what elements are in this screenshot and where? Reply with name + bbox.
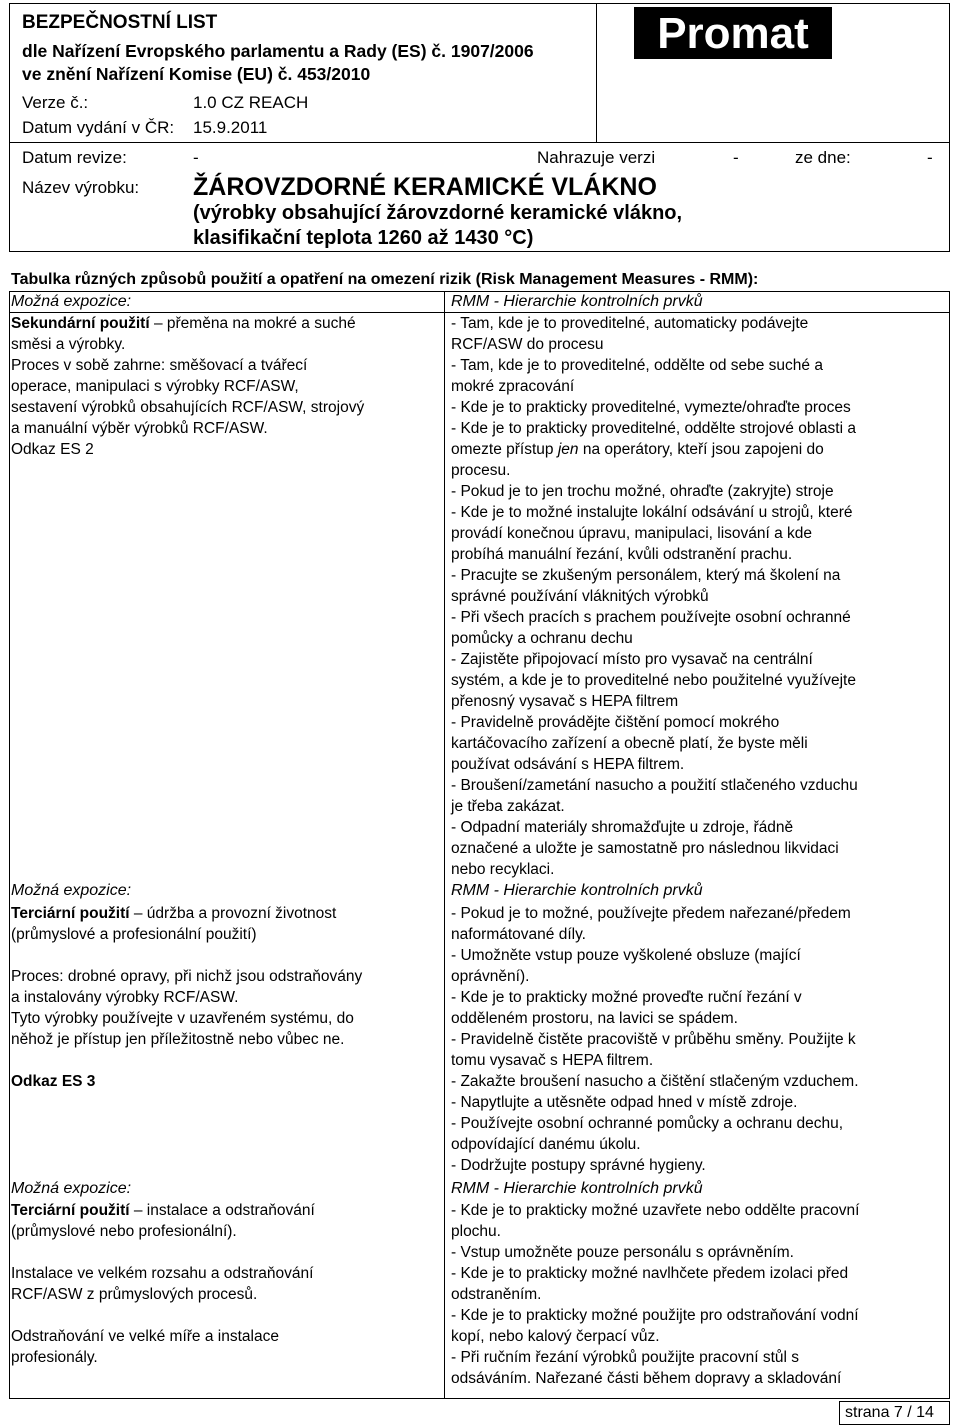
use-line <box>11 903 362 924</box>
use-line <box>11 376 364 397</box>
rmm-line: - Zakažte broušení nasucho a čištění stlačeným vzduchem. <box>451 1073 859 1090</box>
replaces-label: Nahrazuje verzi <box>537 148 656 167</box>
rmm-line: omezte přístup jen na operátory, kteří jsou zapojeni do <box>451 441 824 458</box>
use-text: a manuální výběr výrobků RCF/ASW. <box>11 420 268 437</box>
use-line <box>11 987 362 1008</box>
rmm-heading: RMM - Hierarchie kontrolních prvků <box>451 293 703 310</box>
rmm-line: kartáčovacího zařízení a obecně platí, že byste měli <box>451 735 808 752</box>
rmm-list <box>451 903 859 1176</box>
version-label: Verze č.: <box>22 93 89 112</box>
header-divider <box>596 3 597 143</box>
regulation-line: dle Nařízení Evropského parlamentu a Rady (ES) č. 1907/2006 <box>22 41 534 61</box>
version-value: 1.0 CZ REACH <box>193 93 309 112</box>
rmm-line: - Zajistěte připojovací místo pro vysavač na centrální <box>451 651 813 668</box>
regulation-line: ve znění Nařízení Komise (EU) č. 453/2010 <box>22 64 371 84</box>
rmm-line: - Používejte osobní ochranné pomůcky a ochranu dechu, <box>451 1115 844 1132</box>
product-subtitle: (výrobky obsahující žárovzdorné keramické vlákno, <box>193 202 683 224</box>
rmm-line: - Kde je to prakticky možné uzavřete nebo oddělte pracovní <box>451 1202 860 1219</box>
rmm-line: nebo recyklaci. <box>451 861 555 878</box>
rmm-line: - Kde je to možné instalujte lokální odsávání u strojů, které <box>451 504 853 521</box>
use-text: Proces: drobné opravy, při nichž jsou odstraňovány <box>11 968 363 985</box>
logo-text: Promat <box>657 9 809 58</box>
rmm-line: - Kde je to prakticky možné použijte pro odstraňování vodní <box>451 1307 859 1324</box>
use-line <box>11 355 364 376</box>
exposure-heading: Možná expozice: <box>11 293 132 310</box>
use-text: – instalace a odstraňování <box>129 1202 315 1219</box>
rmm-line: probíhá manuální řezání, kvůli odstranění prachu. <box>451 546 793 563</box>
rmm-line: přenosný vysavač s HEPA filtrem <box>451 693 679 710</box>
from-date-value: - <box>927 148 933 167</box>
rmm-line: provádí konečnou úpravu, manipulaci, lisování a kde <box>451 525 813 542</box>
rmm-line: - Kde je to prakticky proveditelné, vymezte/ohraďte proces <box>451 399 851 416</box>
rmm-line: - Napytlujte a utěsněte odpad hned v místě zdroje. <box>451 1094 798 1111</box>
product-label: Název výrobku: <box>22 178 140 197</box>
rmm-line: správné používání vláknitých výrobků <box>451 588 709 605</box>
use-text: Instalace ve velkém rozsahu a odstraňování <box>11 1265 314 1282</box>
use-line <box>11 397 364 418</box>
rmm-line: systém, a kde je to proveditelné nebo použitelné využívejte <box>451 672 856 689</box>
use-text: a instalovány výrobky RCF/ASW. <box>11 989 239 1006</box>
rmm-heading: RMM - Hierarchie kontrolních prvků <box>451 882 703 899</box>
rmm-line: - Při všech pracích s prachem používejte osobní ochranné <box>451 609 851 626</box>
header-divider <box>9 142 950 143</box>
use-text: Tyto výrobky používejte v uzavřeném systému, do <box>11 1010 354 1027</box>
promat-logo <box>634 7 832 59</box>
rmm-line: - Pravidelně provádějte čištění pomocí mokrého <box>451 714 780 731</box>
use-line <box>11 1284 315 1305</box>
use-line <box>11 1008 362 1029</box>
rmm-line: RCF/ASW do procesu <box>451 336 604 353</box>
use-text: profesionály. <box>11 1349 98 1366</box>
rmm-line: označené a uložte je samostatně pro následnou likvidaci <box>451 840 839 857</box>
product-name: ŽÁROVZDORNÉ KERAMICKÉ VLÁKNO <box>193 173 657 201</box>
rmm-line: - Vstup umožněte pouze personálu s oprávněním. <box>451 1244 794 1261</box>
rmm-line: procesu. <box>451 462 511 479</box>
rmm-line: naformátované díly. <box>451 926 586 943</box>
rmm-line: odstraněním. <box>451 1286 542 1303</box>
rmm-line: - Kde je to prakticky možné navlhčete předem izolaci před <box>451 1265 849 1282</box>
document-title: BEZPEČNOSTNÍ LIST <box>22 12 218 33</box>
use-text: něhož je přístup jen příležitostně nebo vůbec ne. <box>11 1031 345 1048</box>
table-rule <box>9 1398 950 1399</box>
use-line <box>11 924 362 945</box>
use-type: Odkaz ES 3 <box>11 1073 96 1090</box>
rmm-line: - Tam, kde je to proveditelné, automaticky podávejte <box>451 315 809 332</box>
use-line <box>11 1029 362 1050</box>
rmm-line: - Kde je to prakticky proveditelné, oddělte strojové oblasti a <box>451 420 856 437</box>
table-rule <box>949 291 950 1399</box>
rmm-line: - Dodržujte postupy správné hygieny. <box>451 1157 706 1174</box>
rmm-line: - Při ručním řezání výrobků použijte pracovní stůl s <box>451 1349 800 1366</box>
rmm-line: mokré zpracování <box>451 378 575 395</box>
page-number: strana 7 / 14 <box>845 1404 934 1421</box>
use-line <box>11 945 362 966</box>
rmm-line: - Pracujte se zkušeným personálem, který má školení na <box>451 567 841 584</box>
use-line <box>11 1221 315 1242</box>
rmm-line: tomu vysavač s HEPA filtrem. <box>451 1052 654 1069</box>
issue-date-label: Datum vydání v ČR: <box>22 118 175 137</box>
replaces-value: - <box>733 148 739 167</box>
revision-value: - <box>193 148 199 167</box>
use-line <box>11 1326 315 1347</box>
use-type: Terciární použití <box>11 1202 130 1219</box>
use-line <box>11 966 362 987</box>
rmm-line: plochu. <box>451 1223 501 1240</box>
use-text: – přeměna na mokré a suché <box>149 315 356 332</box>
rmm-line: pomůcky a ochranu dechu <box>451 630 633 647</box>
use-line <box>11 1305 315 1326</box>
rmm-line: odsáváním. Nařezané části během dopravy a skladování <box>451 1370 842 1387</box>
rmm-line: odpovídající danému úkolu. <box>451 1136 641 1153</box>
rmm-line: - Umožněte vstup pouze vyškolené obsluze (mající <box>451 947 801 964</box>
use-text: RCF/ASW z průmyslových procesů. <box>11 1286 258 1303</box>
table-rule <box>9 291 10 1399</box>
table-rule <box>444 291 445 1399</box>
use-line <box>11 1071 362 1092</box>
product-subtitle: klasifikační teplota 1260 až 1430 °C) <box>193 227 534 249</box>
table-caption: Tabulka různých způsobů použití a opatření na omezení rizik (Risk Management Measures - RMM): <box>11 271 759 288</box>
use-line <box>11 1347 315 1368</box>
use-line <box>11 1263 315 1284</box>
use-text: Odstraňování ve velké míře a instalace <box>11 1328 279 1345</box>
use-text: (průmyslové a profesionální použití) <box>11 926 257 943</box>
use-line <box>11 1242 315 1263</box>
use-description <box>11 903 362 1092</box>
rmm-line: - Broušení/zametání nasucho a použití stlačeného vzduchu <box>451 777 858 794</box>
use-text: směsi a výrobky. <box>11 336 126 353</box>
rmm-line: - Pokud je to možné, používejte předem nařezané/předem <box>451 905 851 922</box>
rmm-line: je třeba zakázat. <box>451 798 565 815</box>
use-line <box>11 313 364 334</box>
rmm-line: - Kde je to prakticky možné proveďte ruční řezání v <box>451 989 802 1006</box>
use-text: Proces v sobě zahrne: směšovací a tvářecí <box>11 357 308 374</box>
use-line <box>11 439 364 460</box>
rmm-line: oprávnění). <box>451 968 530 985</box>
rmm-line: používat odsávání s HEPA filtrem. <box>451 756 685 773</box>
from-date-label: ze dne: <box>795 148 851 167</box>
rmm-line: - Odpadní materiály shromažďujte u zdroje, řádně <box>451 819 794 836</box>
use-description <box>11 313 364 460</box>
rmm-line: - Pokud je to jen trochu možné, ohraďte (zakryjte) stroje <box>451 483 834 500</box>
use-text: – údržba a provozní životnost <box>129 905 337 922</box>
revision-label: Datum revize: <box>22 148 127 167</box>
use-text: sestavení výrobků obsahujících RCF/ASW, strojový <box>11 399 365 416</box>
rmm-line: - Tam, kde je to proveditelné, oddělte od sebe suché a <box>451 357 823 374</box>
issue-date-value: 15.9.2011 <box>193 118 268 137</box>
use-description <box>11 1200 315 1368</box>
rmm-line: - Pravidelně čistěte pracoviště v průběhu směny. Použijte k <box>451 1031 856 1048</box>
rmm-line: odděleném prostoru, na lavici se spádem. <box>451 1010 738 1027</box>
use-type: Terciární použití <box>11 905 130 922</box>
exposure-heading: Možná expozice: <box>11 1180 132 1197</box>
use-type: Sekundární použití <box>11 315 150 332</box>
use-line <box>11 1200 315 1221</box>
rmm-list <box>451 1200 859 1389</box>
rmm-line: kopí, nebo kalový čerpací vůz. <box>451 1328 660 1345</box>
use-line <box>11 1050 362 1071</box>
rmm-list <box>451 313 858 880</box>
use-text: operace, manipulaci s výrobky RCF/ASW, <box>11 378 299 395</box>
use-text: (průmyslové nebo profesionální). <box>11 1223 237 1240</box>
use-text: Odkaz ES 2 <box>11 441 94 458</box>
exposure-heading: Možná expozice: <box>11 882 132 899</box>
use-line <box>11 334 364 355</box>
use-line <box>11 418 364 439</box>
rmm-heading: RMM - Hierarchie kontrolních prvků <box>451 1180 703 1197</box>
